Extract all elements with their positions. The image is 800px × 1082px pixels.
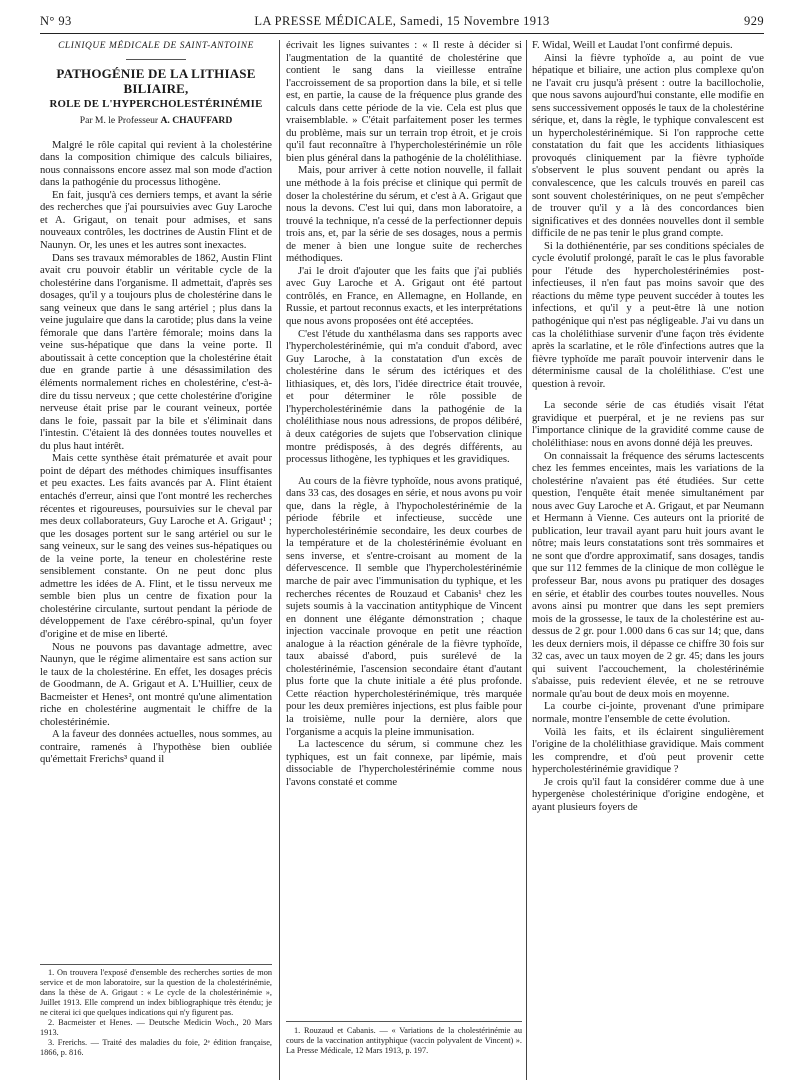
paragraph: Ainsi la fièvre typhoïde a, au point de vue hépatique et biliaire, une action plus complexe qu'on ne l'avait cru jusqu'à présent : outre la bacillocholie, que nous savons aujourd'hui constante, elle modifie en sens successivement opposés le taux de la cholestérine sérique, et, dans la règle, le typhique convalescent est un hypercholestérinémique. Si l'on rapproche cette constatation du fait que les accidents lithiasiques provoqués cliniquement par la fièvre typhoïde s'observent le plus souvent pendant ou après la convalescence, que les calculs trouvés en pareil cas sont souvent cholestériniques, on ne peut s'empêcher de trouver qu'il y a là des concordances bien significatives et des données nouvelles dont il semble difficile de ne pas tenir le plus grand compte.	[532, 52, 764, 240]
footnote: 1. Rouzaud et Cabanis. — « Variations de la cholestérinémie au cours de la vaccination antityphique (vaccin polyvalent de Vincent) ». La Presse Médicale, 12 Mars 1913, p. 197.	[286, 1026, 522, 1055]
paragraph: Voilà les faits, et ils éclairent singulièrement l'origine de la cholélithiase gravidique. Mais comment les comprendre, et d'où peut provenir cette hypercholestérinémie gravidique ?	[532, 726, 764, 776]
paragraph: Au cours de la fièvre typhoïde, nous avons pratiqué, dans 33 cas, des dosages en série, et nous avons pu voir que, dans la règle, à l'hypocholestérinémie de la période fébrile et infectieuse, succède une hypercholestérinémie secondaire, les deux courbes de la température et de la cholestérinémie évoluant en sens inverse, et s'entre-croisant au moment de la défervescence. Il semble que l'hypercholestérinémie marche de pair avec l'immunisation du typhique, et les recherches récentes de Rouzaud et Cabanis¹ chez les sujets soumis à la vaccination antityphique de Vincent en donnent une élégante démonstration ; chaque injection vaccinale provoque en petit une réaction analogue à la réaction générale de la fièvre typhoïde, taux abaissé d'abord, puis surélevé de la cholestérinémie, l'ascension secondaire étant d'autant plus forte que la chute initiale a été plus profonde. Cette réaction hypercholestérinémique, très marquée pour les deux premières injections, est plus faible pour la troisième, nulle pour la dernière, alors que l'organisme a acquis la pleine immunisation.	[286, 475, 522, 738]
paragraph: Dans ses travaux mémorables de 1862, Austin Flint avait cru pouvoir établir un véritable cycle de la cholestérine dans l'organisme. Il admettait, d'après ses dosages, qu'il y a toujours plus de cholestérine dans le sang veineux que dans le sang artériel ; plus dans la veine jugulaire que dans la carotide; plus dans la veine fémorale que dans l'artère fémorale; moins dans la veine sus-hépatique que dans la veine porte. Il aboutissait à cette conception que la cholestérine était due en grande partie à une désassimilation des éléments normalement riches en cholestérine, c'est-à-dire du tissu nerveux ; que cette cholestérine d'origine nerveuse était prise par le courant veineux, portée dans le foie, passait par la bile et s'éliminait dans l'intestin. C'étaient là des données toutes nouvelles et du plus haut intérêt.	[40, 252, 272, 452]
paragraph: En fait, jusqu'à ces derniers temps, et avant la série des recherches que j'ai poursuivies avec Guy Laroche et A. Grigaut, on tenait pour admises, et sans nouveaux contrôles, les doctrines de Austin Flint et de Naunyn. Or, les unes et les autres sont inexactes.	[40, 189, 272, 252]
footnotes-column-2	[286, 1026, 522, 1080]
column-rule-1	[279, 40, 280, 1080]
paragraph: La courbe ci-jointe, provenant d'une primipare normale, montre l'ensemble de cette évolution.	[532, 701, 764, 725]
paragraph: écrivait les lignes suivantes : « Il reste à décider si l'augmentation de la quantité de cholestérine que contient le sang dans la vieillesse entraîne l'accroissement de sa proportion dans la bile, et si telle est, en partie, la cause de la fréquence plus grande des calculs dans cette période de la vie. Cela est plus que vraisemblable. » C'était parfaitement poser les termes du problème, mais sur un terrain trop étroit, et je crois qu'il faut reconnaître à l'hypercholestérinémie un rôle bien plus général dans la pathogénie de la cholélithiase.	[286, 40, 522, 164]
column-rule-2	[526, 40, 527, 1080]
paragraph: La lactescence du sérum, si commune chez les typhiques, est un fait connexe, par lipémie, mais dissociable de l'hypercholestérinémie comme nous l'avons constaté et comme	[286, 739, 522, 788]
paragraph: A la faveur des données actuelles, nous sommes, au contraire, ramenés à l'hypothèse bien oubliée qu'émettait Frerichs³ quand il	[40, 729, 272, 766]
paragraph: Malgré le rôle capital qui revient à la cholestérine dans la composition chimique des calculs biliaires, nous connaissons encore assez mal son mode d'action dans la pathogénie du processus lithogène.	[40, 139, 272, 189]
title-separator	[126, 59, 186, 60]
header-rule	[40, 33, 764, 34]
article-title: PATHOGÉNIE DE LA LITHIASE BILIAIRE,	[56, 65, 256, 96]
running-header	[40, 14, 764, 32]
paragraph: Je crois qu'il faut la considérer comme due à une hypergenèse cholestérinique d'origine endogène, et ayant plusieurs foyers de	[532, 776, 764, 813]
footnote: 3. Frerichs. — Traité des maladies du foie, 2ᵉ édition française, 1866, p. 816.	[40, 1038, 272, 1057]
section-label: CLINIQUE MÉDICALE DE SAINT-ANTOINE	[58, 41, 254, 51]
paragraph: On connaissait la fréquence des sérums lactescents chez les femmes enceintes, mais les variations de la cholestérine n'avaient pas été étudiées. Sur cette question, l'enquête était menée simultanément par nous avec Guy Laroche et A. Grigaut, et par Neumann et Hermann à Vienne. Ces auteurs ont la priorité de publication, leur travail ayant paru huit jours avant le nôtre; mais leurs constatations sont très sommaires et ne sont que d'ordre approximatif, sans dosages, tandis que sur 112 femmes de la clinique de mon collègue le professeur Bar, nous avons pu pratiquer des dosages en série, et établir des courbes toutes nouvelles. Nous avons ainsi pu montrer que dans les sept premiers mois de la grossesse, le taux de la cholestérine est au-dessus de 2 gr. pour 1.000 dans 6 cas sur 14; que, dans les deux derniers mois, il dépasse ce chiffre 30 fois sur 32 cas, avec un taux moyen de 2 gr. 45; dans les jours qui suivent l'accouchement, la cholestérinémie s'abaisse, puis redevient élevée, et ne se retrouve normale qu'au bout de deux mois en moyenne.	[532, 450, 764, 700]
paragraph: La seconde série de cas étudiés visait l'état gravidique et puerpéral, et je ne reviens pas sur l'importance clinique de la gravidité comme cause de cholélithiase: nous en avons donné déjà les preuves.	[532, 400, 764, 449]
paragraph: J'ai le droit d'ajouter que les faits que j'ai publiés avec Guy Laroche et A. Grigaut ont été partout contrôlés, en France, en Allemagne, en Hollande, en Russie, et partout reconnus exacts, et les interprétations que nous avons proposées ont été acceptées.	[286, 265, 522, 328]
column-3	[532, 40, 764, 1080]
issue-number: N° 93	[40, 14, 72, 28]
footnote: 2. Bacmeister et Henes. — Deutsche Medicin Woch., 20 Mars 1913.	[40, 1018, 272, 1037]
footnotes-column-1	[40, 968, 272, 1080]
author-name: A. CHAUFFARD	[160, 115, 233, 127]
paragraph: Si la dothiénentérie, par ses conditions spéciales de cycle évolutif prolongé, paraît le cas le plus favorable pour l'étude des hypercholestérinémies post-infectieuses, il n'en faut pas moins savoir que des réactions du même type peuvent succéder à toutes les infections, et qu'il y a peut-être là une notion pathogénique qui n'est pas négligeable. J'ai vu dans un cas la cholélithiase survenir d'une façon très évidente après la scarlatine, et le rôle d'infections autres que la fièvre typhoïde me paraît pouvoir intervenir dans le déterminisme causal de la cholélithiase. C'est une question à revoir.	[532, 240, 764, 390]
footnote-rule-1	[40, 964, 272, 965]
article-author	[40, 115, 272, 128]
paragraph: C'est l'étude du xanthélasma dans ses rapports avec l'hypercholestérinémie, qui m'a conduit d'abord, avec Guy Laroche, à la constatation d'un excès de cholestérine dans le sérum des ictériques et des lithiasiques, et, dès lors, l'idée directrice était trouvée, et pour déterminer le rôle possible de l'hypercholestérinémie dans la pathogénie de la cholélithiase nous nous adressions, de propos délibéré, à deux catégories de sujets que l'observation clinique montre prédisposés, à des degrés différents, au processus lithogène, les typhiques et les gravidiques.	[286, 328, 522, 466]
footnote: 1. On trouvera l'exposé d'ensemble des recherches sorties de mon service et de mon laboratoire, sur la question de la cholestérinémie, dans la thèse de A. Grigaut : « Le cycle de la cholestérinémie », Juillet 1913. Elle comprend un index bibliographique très étendu; je ne citerai ici que quelques indications qui n'y figurent pas.	[40, 968, 272, 1017]
paragraph: Nous ne pouvons pas davantage admettre, avec Naunyn, que le régime alimentaire est sans action sur le taux de la cholestérine. En effet, les dosages précis de Goodmann, de A. Grigaut et A. L'Huillier, ceux de Bacmeister et Henes², ont montré qu'une alimentation riche en cholestérine augmentait le chiffre de la cholestérinémie.	[40, 641, 272, 728]
journal-title: LA PRESSE MÉDICALE, Samedi, 15 Novembre 1913	[254, 14, 550, 28]
paragraph: Mais, pour arriver à cette notion nouvelle, il fallait une méthode à la fois précise et clinique qui permît de doser la cholestérine du sérum, et c'est à A. Grigaut que nous la devons. C'est lui qui, dans mon laboratoire, a trouvé la technique, n'a cessé de la perfectionner depuis trois ans, et, par la série de ses dosages, nous a permis de mener à bien une longue suite de recherches méthodiques.	[286, 165, 522, 265]
page-number: 929	[744, 14, 764, 28]
column-2	[286, 40, 522, 1080]
paragraph: Mais cette synthèse était prématurée et avait pour point de départ des méthodes chimiques insuffisantes et peu exactes. Les faits avancés par A. Flint étaient entachés d'erreur, ainsi que l'ont montré les recherches récentes et rigoureuses, poursuivies sur le cheval par mes deux collaborateurs, Guy Laroche et A. Grigaut¹ ; que les dosages portent sur le sang artériel ou sur le sang veineux, sur le sang des veines sus-hépatiques ou de la veine porte, la teneur en cholestérine reste sensiblement constante. On ne peut donc plus admettre les idées de A. Flint, et le tissu nerveux me semble bien plus un centre de fixation pour la cholestérine circulante, surtout pendant la période de développement de l'axe cérébro-spinal, qu'un foyer d'origine et de mise en liberté.	[40, 453, 272, 640]
paragraph: F. Widal, Weill et Laudat l'ont confirmé depuis.	[532, 40, 733, 51]
footnote-rule-2	[286, 1021, 522, 1022]
author-prefix: Par M. le Professeur	[79, 115, 159, 127]
column-1	[40, 40, 272, 1080]
article-subtitle: ROLE DE L'HYPERCHOLESTÉRINÉMIE	[49, 97, 263, 110]
